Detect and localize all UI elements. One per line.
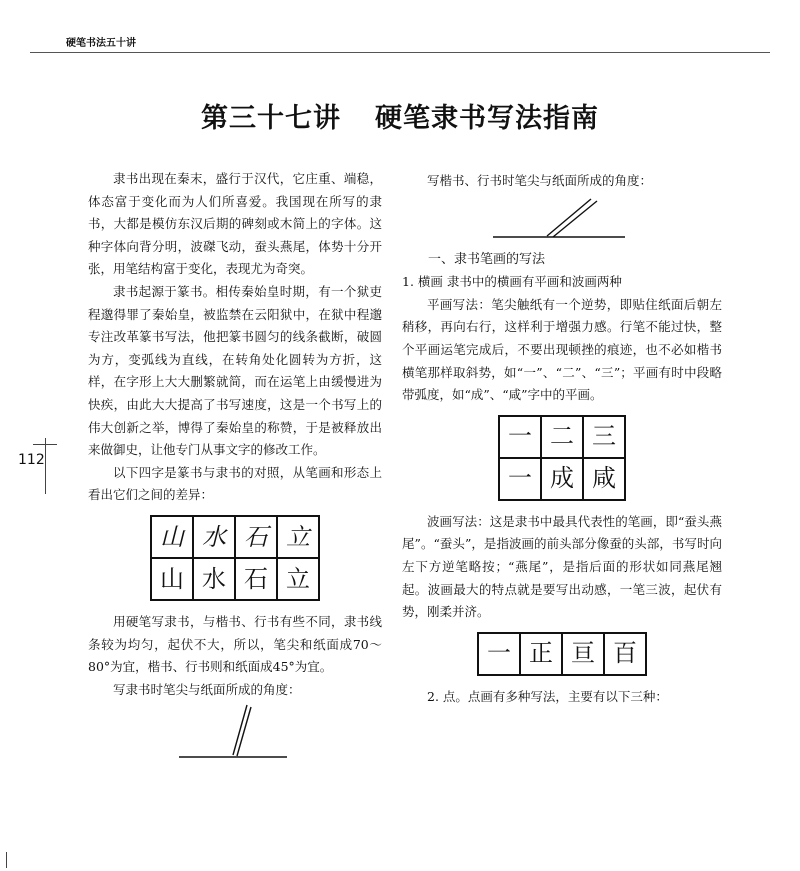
wave-stroke-table [477, 632, 647, 676]
flat-row [499, 458, 625, 500]
wave-char: 百 [604, 633, 646, 675]
flat-stroke-table [498, 415, 626, 501]
pen-angle-regular-figure [487, 193, 637, 243]
flat-char: 一 [499, 458, 541, 500]
wave-char: 正 [520, 633, 562, 675]
flat-row [499, 416, 625, 458]
wave-stroke-figure [402, 624, 722, 686]
seal-char: 立 [277, 516, 319, 558]
seal-char: 石 [235, 516, 277, 558]
paragraph: 平画写法：笔尖触纸有一个逆势，即贴住纸面后朝左稍移，再向右行，这样利于增强力感。行笔不能过快，整个平画运笔完成后，不要出现顿挫的痕迹，也不必如楷书横笔那样取斜势，如“一”、“二”、“三”；平画有时中段略带弧度，如“成”、“咸”字中的平画。 [402, 296, 722, 403]
seal-char: 水 [193, 516, 235, 558]
clerical-char: 石 [235, 558, 277, 600]
paragraph: 写楷书、行书时笔尖与纸面所成的角度： [427, 173, 653, 188]
header-rule [30, 52, 770, 53]
clerical-char: 山 [151, 558, 193, 600]
seal-clerical-table [150, 515, 320, 601]
paragraph: 写隶书时笔尖与纸面所成的角度： [113, 681, 301, 697]
running-head: 硬笔书法五十讲 [66, 38, 136, 49]
paragraph: 2. 点。点画有多种写法，主要有以下三种： [427, 688, 668, 704]
paragraph: 波画写法：这是隶书中最具代表性的笔画，即“蚕头燕尾”。“蚕头”，是指波画的前头部分像蚕的头部，书写时向左下方逆笔略按；“燕尾”，是指后面的形状如同燕尾翘起。波画最大的特点就是要写出动感，一笔三波，起伏有势，刚柔并济。 [402, 513, 722, 620]
flat-char: 二 [541, 416, 583, 458]
margin-line [45, 438, 46, 494]
margin-tick [6, 852, 7, 868]
wave-row [478, 633, 646, 675]
seal-row [151, 516, 319, 558]
page-number: 112 [18, 452, 45, 468]
paragraph: 隶书起源于篆书。相传秦始皇时期，有一个狱吏程邈得罪了秦始皇，被监禁在云阳狱中，在狱中程邈专注改革篆书写法，他把篆书圆匀的线条截断，破圆为方，变弧线为直线，在转角处化圆转为方折，这样，在字形上大大删繁就简，而在运笔上由缓慢进为快疾，由此大大提高了书写速度，这是一个书写上的伟大创新之举，博得了秦始皇的称赞，于是被释放出来做御史，让他专门从事文字的修改工作。 [88, 283, 382, 458]
flat-stroke-figure [402, 407, 722, 511]
pen-angle-clerical-figure [175, 701, 295, 763]
paragraph: 以下四字是篆书与隶书的对照，从笔画和形态上看出它们之间的差异： [88, 464, 382, 503]
flat-char: 成 [541, 458, 583, 500]
comparison-figure [88, 507, 382, 611]
flat-char: 咸 [583, 458, 625, 500]
seal-char: 山 [151, 516, 193, 558]
section-heading: 一、隶书笔画的写法 [428, 251, 546, 267]
flat-char: 一 [499, 416, 541, 458]
right-column [402, 170, 722, 708]
flat-char: 三 [583, 416, 625, 458]
wave-char: 一 [478, 633, 520, 675]
paragraph: 用硬笔写隶书，与楷书、行书有些不同，隶书线条较为均匀，起伏不大，所以，笔尖和纸面成70～80°为宜，楷书、行书则和纸面成45°为宜。 [88, 613, 382, 675]
page-title [0, 96, 800, 135]
subheading: 1. 横画 隶书中的横画有平画和波画两种 [402, 274, 622, 290]
paragraph: 隶书出现在秦末，盛行于汉代，它庄重、端稳，体态富于变化而为人们所喜爱。我国现在所写的隶书，大都是模仿东汉后期的碑刻或木简上的字体。这种字体向背分明，波磔飞动，蚕头燕尾，体势十分开张，用笔结构富于变化，表现尤为奇突。 [88, 171, 382, 277]
lecture-title: 硬笔隶书写法指南 [375, 103, 599, 134]
left-column [88, 168, 382, 763]
lecture-number: 第三十七讲 [201, 103, 341, 134]
margin-tick [33, 444, 57, 445]
clerical-char: 水 [193, 558, 235, 600]
wave-char: 亘 [562, 633, 604, 675]
clerical-char: 立 [277, 558, 319, 600]
clerical-row [151, 558, 319, 600]
